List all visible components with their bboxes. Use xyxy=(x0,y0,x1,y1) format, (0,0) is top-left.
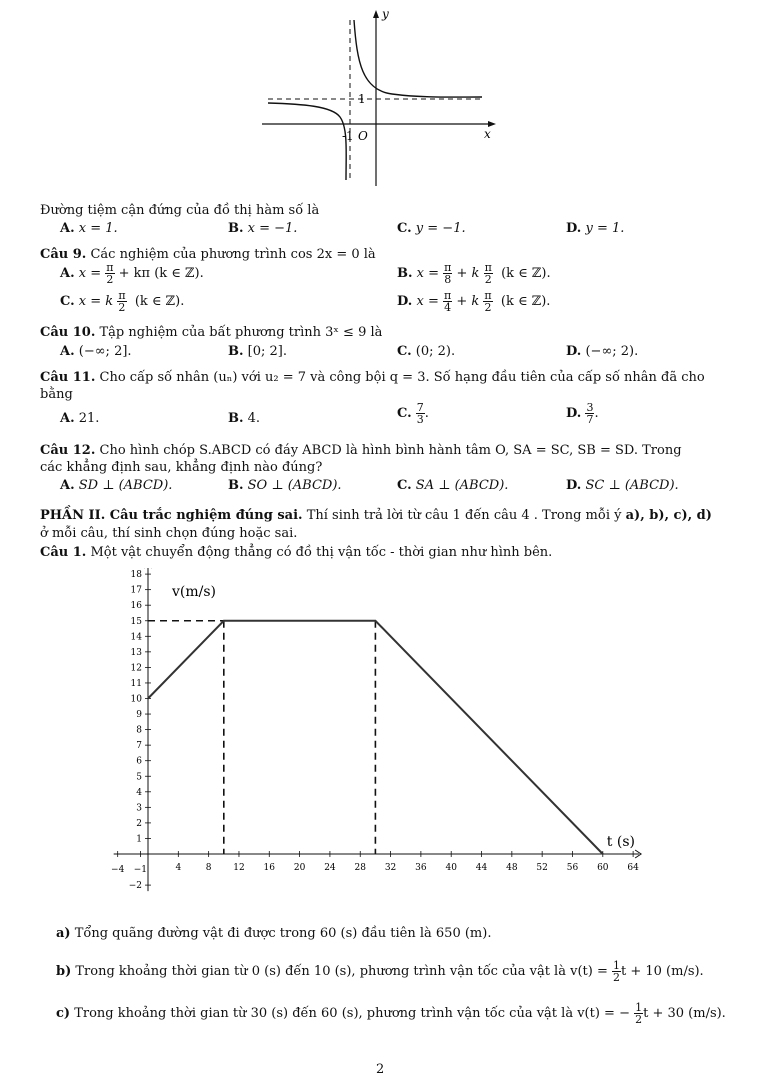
q8-option-d[interactable]: D. y = 1. xyxy=(566,221,625,236)
y-tick-label: 5 xyxy=(136,772,142,783)
statement-a[interactable]: a) Tổng quãng đường vật đi được trong 60 (s) đầu tiên là 650 (m). xyxy=(56,926,492,941)
y-tick-label: 4 xyxy=(136,787,142,798)
x-tick-label: 24 xyxy=(324,863,336,873)
y-tick-label: 17 xyxy=(130,585,142,596)
graph1-one-label: 1 xyxy=(358,92,366,106)
graph1-origin-label: O xyxy=(358,129,368,143)
q9-option-d[interactable]: D. x = $\frac{\pi}{4}$ + k $\frac{\pi}{2}$ (k ∈ ℤ). xyxy=(397,289,551,314)
part2-intro-line1: PHẦN II. Câu trắc nghiệm đúng sai. Thí sinh trả lời từ câu 1 đến câu 4 . Trong mỗi ý a), b), c), d) xyxy=(40,508,712,523)
q12-option-d[interactable]: D. SC ⊥ (ABCD). xyxy=(566,478,679,493)
y-tick-label: 16 xyxy=(130,601,142,612)
q12-option-c[interactable]: C. SA ⊥ (ABCD). xyxy=(397,478,509,493)
velocity-time-chart xyxy=(100,568,660,900)
x-tick-label: −4 xyxy=(111,865,125,875)
statement-b[interactable]: b) Trong khoảng thời gian từ 0 (s) đến 10 (s), phương trình vận tốc của vật là v(t) = $\frac{1}{2}$ t + 10 (m/s). xyxy=(56,959,704,984)
statement-c[interactable]: c) Trong khoảng thời gian từ 30 (s) đến 60 (s), phương trình vận tốc của vật là v(t) = − $\frac{1}{2}$ t + 30 (m/s). xyxy=(56,1001,726,1026)
q11-option-a[interactable]: A. 21. xyxy=(60,411,100,426)
y-tick-label: 1 xyxy=(136,834,142,845)
q10-option-a[interactable]: A. (−∞; 2]. xyxy=(60,344,132,359)
q9-stem: Câu 9. Các nghiệm của phương trình cos 2x = 0 là xyxy=(40,247,376,262)
x-tick-label: 20 xyxy=(293,863,306,873)
y-tick-label: 11 xyxy=(130,678,142,689)
q12-option-a[interactable]: A. SD ⊥ (ABCD). xyxy=(60,478,173,493)
y-axis-label: v(m/s) xyxy=(172,583,217,600)
q8-option-c[interactable]: C. y = −1. xyxy=(397,221,466,236)
x-tick-label: 64 xyxy=(627,863,639,873)
x-tick-label: 8 xyxy=(205,863,212,873)
q10-option-c[interactable]: C. (0; 2). xyxy=(397,344,456,359)
q11-stem-line1: Câu 11. Cho cấp số nhân (uₙ) với u₂ = 7 và công bội q = 3. Số hạng đầu tiên của cấp số nhân đã cho xyxy=(40,370,705,385)
x-tick-label: 36 xyxy=(415,863,427,873)
x-tick-label: 52 xyxy=(536,863,548,873)
q11-option-d[interactable]: D. $\frac{3}{7}$ . xyxy=(566,401,599,426)
q11-option-c[interactable]: C. $\frac{7}{3}$ . xyxy=(397,401,429,426)
q9-option-a[interactable]: A. x = $\frac{\pi}{2}$ + kπ (k ∈ ℤ). xyxy=(60,261,204,286)
y-tick-label: −2 xyxy=(128,881,142,892)
x-tick-label: 48 xyxy=(506,863,518,873)
q12-stem-line1: Câu 12. Cho hình chóp S.ABCD có đáy ABCD là hình bình hành tâm O, SA = SC, SB = SD. Trong xyxy=(40,443,682,458)
y-tick-label: 10 xyxy=(130,694,142,705)
y-tick-label: 7 xyxy=(136,741,142,752)
x-tick-label: 44 xyxy=(475,863,488,873)
graph1-neg-one-label: -1 xyxy=(342,129,354,143)
y-tick-label: 6 xyxy=(136,756,142,767)
x-tick-label: 16 xyxy=(263,863,276,873)
q10-stem: Câu 10. Tập nghiệm của bất phương trình 3ˣ ≤ 9 là xyxy=(40,325,383,340)
q12-stem-line2: các khẳng định sau, khẳng định nào đúng? xyxy=(40,460,323,475)
y-tick-label: 8 xyxy=(136,725,142,736)
y-tick-label: 2 xyxy=(136,818,142,829)
y-tick-label: 3 xyxy=(136,803,142,814)
q8-stem: Đường tiệm cận đứng của đồ thị hàm số là xyxy=(40,203,320,218)
part2-intro-line2: ở mỗi câu, thí sinh chọn đúng hoặc sai. xyxy=(40,526,298,541)
y-tick-label: 13 xyxy=(130,647,142,658)
q9-option-c[interactable]: C. x = k $\frac{\pi}{2}$ (k ∈ ℤ). xyxy=(60,289,185,314)
x-tick-label: −1 xyxy=(133,865,148,875)
q11-option-b[interactable]: B. 4. xyxy=(228,411,261,426)
x-tick-label: 56 xyxy=(566,863,579,873)
page-number: 2 xyxy=(376,1062,385,1077)
q10-option-d[interactable]: D. (−∞; 2). xyxy=(566,344,639,359)
part2-q1-stem: Câu 1. Một vật chuyển động thẳng có đồ thị vận tốc - thời gian như hình bên. xyxy=(40,545,553,560)
q8-option-a[interactable]: A. x = 1. xyxy=(60,221,118,236)
graph1-y-label: y xyxy=(382,7,389,21)
y-tick-label: 18 xyxy=(130,570,142,581)
q10-option-b[interactable]: B. [0; 2]. xyxy=(228,344,287,359)
x-tick-label: 32 xyxy=(384,863,397,873)
left-branch xyxy=(268,103,346,180)
q8-option-b[interactable]: B. x = −1. xyxy=(228,221,298,236)
x-tick-label: 28 xyxy=(354,863,366,873)
q9-option-b[interactable]: B. x = $\frac{\pi}{8}$ + k $\frac{\pi}{2}$ (k ∈ ℤ). xyxy=(397,261,551,286)
x-tick-label: 60 xyxy=(597,863,609,873)
y-tick-label: 14 xyxy=(130,632,142,643)
y-tick-label: 9 xyxy=(136,710,142,721)
x-tick-label: 40 xyxy=(445,863,457,873)
x-tick-label: 4 xyxy=(175,863,182,873)
q11-stem-line2: bằng xyxy=(40,387,73,402)
graph1-x-label: x xyxy=(484,127,491,141)
y-tick-label: 15 xyxy=(130,616,142,627)
x-axis-label: t (s) xyxy=(606,834,635,850)
q12-option-b[interactable]: B. SO ⊥ (ABCD). xyxy=(228,478,342,493)
y-tick-label: 12 xyxy=(130,663,142,674)
x-tick-label: 12 xyxy=(233,863,245,873)
right-branch xyxy=(354,20,482,97)
hyperbola-graph xyxy=(262,2,502,188)
